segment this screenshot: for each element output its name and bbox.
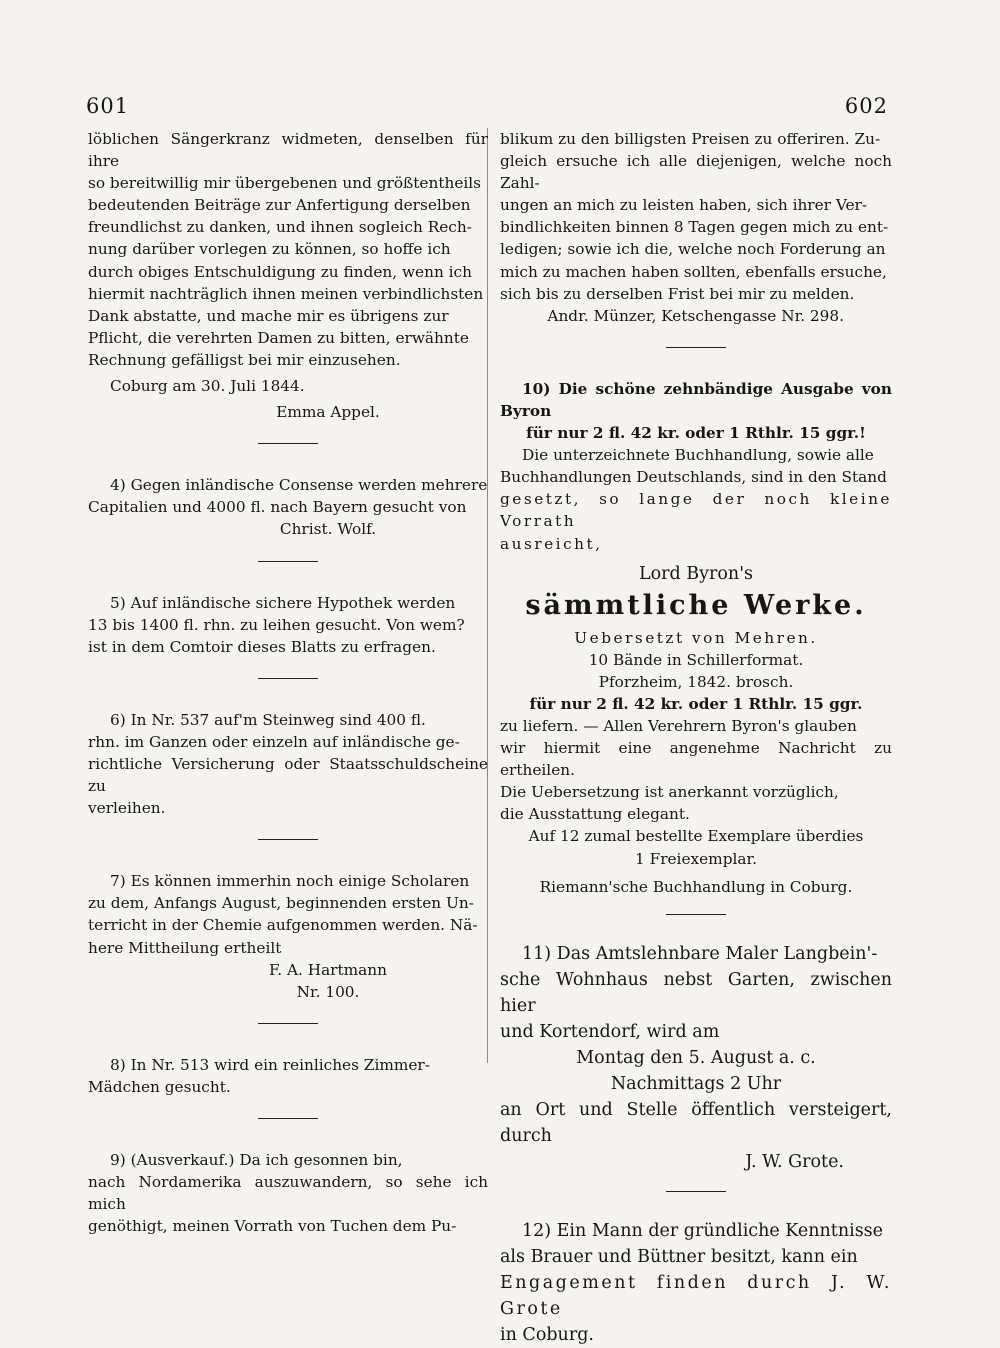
text-line: bedeutenden Beiträge zur Anfertigung derselben xyxy=(88,196,471,215)
book-price: für nur 2 fl. 42 kr. oder 1 Rthlr. 15 ggr. xyxy=(529,694,863,713)
text-line: mich zu machen haben sollten, ebenfalls ersuche, xyxy=(500,262,887,281)
text-line: 13 bis 1400 fl. rhn. zu leihen gesucht. Von wem? xyxy=(88,615,465,634)
text-line: 12) Ein Mann der gründliche Kenntnisse xyxy=(522,1220,884,1241)
ad-signature: Riemann'sche Buchhandlung in Coburg. xyxy=(539,877,853,896)
text-line: durch obiges Entschuldigung zu finden, wenn ich xyxy=(88,262,472,281)
text-line: Mädchen gesucht. xyxy=(88,1077,231,1096)
book-volumes: 10 Bände in Schillerformat. xyxy=(588,650,804,669)
book-place: Pforzheim, 1842. brosch. xyxy=(598,672,794,691)
separator-dash xyxy=(258,561,318,562)
separator-dash xyxy=(666,347,726,348)
notice-date: Coburg am 30. Juli 1844. xyxy=(110,377,305,396)
text-line: als Brauer und Büttner besitzt, kann ein xyxy=(500,1246,858,1267)
text-line: an Ort und Stelle öffentlich versteigert, durch xyxy=(500,1099,892,1146)
book-title: sämmtliche Werke. xyxy=(525,589,867,621)
notice-intro xyxy=(88,128,488,423)
text-line: terricht in der Chemie aufgenommen werden. Nä- xyxy=(88,916,478,935)
text-line: wir hiermit eine angenehme Nachricht zu ertheilen. xyxy=(500,739,892,780)
auction-time: Nachmittags 2 Uhr xyxy=(610,1073,782,1094)
ad-signature-address: Nr. 100. xyxy=(296,982,360,1001)
text-line: richtliche Versicherung oder Staatsschuldscheine zu xyxy=(88,754,488,796)
separator-dash xyxy=(666,914,726,915)
text-line: nung darüber vorlegen zu können, so hoffe ich xyxy=(88,240,451,259)
ad-6 xyxy=(88,709,488,819)
text-line: gleich ersuche ich alle diejenigen, welche noch Zahl- xyxy=(500,152,892,193)
page-number-left: 601 xyxy=(86,94,130,118)
text-line: Buchhandlungen Deutschlands, sind in den Stand xyxy=(500,468,887,487)
ad-7 xyxy=(88,870,488,1003)
book-author: Lord Byron's xyxy=(639,563,753,584)
offer-line: Auf 12 zumal bestellte Exemplare überdies xyxy=(528,827,864,846)
text-line: ausreicht, xyxy=(500,534,603,553)
text-line: so bereitwillig mir übergebenen und größtentheils xyxy=(88,174,482,193)
text-line: rhn. im Ganzen oder einzeln auf inländische ge- xyxy=(88,732,460,751)
text-line: die Ausstattung elegant. xyxy=(500,805,690,824)
text-line: zu liefern. — Allen Verehrern Byron's glauben xyxy=(500,716,857,735)
separator-dash xyxy=(258,839,318,840)
separator-dash xyxy=(258,678,318,679)
text-line: sche Wohnhaus nebst Garten, zwischen hier xyxy=(500,969,892,1016)
separator-dash xyxy=(666,1191,726,1192)
ad-4 xyxy=(88,474,488,540)
separator-dash xyxy=(258,1118,318,1119)
ad-signature: Christ. Wolf. xyxy=(279,520,377,539)
text-line: gesetzt, so lange der noch kleine Vorrath xyxy=(500,490,892,531)
text-line: freundlichst zu danken, und ihnen sogleich Rech- xyxy=(88,218,472,237)
text-line: Die Uebersetzung ist anerkannt vorzüglich, xyxy=(500,783,839,802)
ad-headline-price: für nur 2 fl. 42 kr. oder 1 Rthlr. 15 ggr.! xyxy=(526,424,866,443)
ad-headline: 10) Die schöne zehnbändige Ausgabe von Byron xyxy=(500,379,892,420)
auction-date: Montag den 5. August a. c. xyxy=(576,1047,816,1068)
text-line: sich bis zu derselben Frist bei mir zu melden. xyxy=(500,284,855,303)
text-line: ungen an mich zu leisten haben, sich ihrer Ver- xyxy=(500,196,868,215)
ad-10 xyxy=(500,378,892,898)
text-line: bindlichkeiten binnen 8 Tagen gegen mich zu ent- xyxy=(500,218,889,237)
ad-9-continued xyxy=(500,128,892,327)
text-line: 6) In Nr. 537 auf'm Steinweg sind 400 fl. xyxy=(110,710,426,729)
text-line: blikum zu den billigsten Preisen zu offeriren. Zu- xyxy=(500,130,881,148)
book-translation: Uebersetzt von Mehren. xyxy=(574,628,818,647)
text-line: 11) Das Amtslehnbare Maler Langbein'- xyxy=(522,943,878,964)
notice-signature: Emma Appel. xyxy=(276,403,380,422)
text-line: ledigen; sowie ich die, welche noch Forderung an xyxy=(500,240,886,259)
ad-signature: J. W. Grote. xyxy=(745,1151,844,1172)
text-line: verleihen. xyxy=(88,799,166,818)
text-line: nach Nordamerika auszuwandern, so sehe ich mich xyxy=(88,1173,488,1214)
text-line: löblichen Sängerkranz widmeten, denselben für ihre xyxy=(88,130,488,171)
ad-signature: Andr. Münzer, Ketschengasse Nr. 298. xyxy=(547,306,844,325)
text-line: Pflicht, die verehrten Damen zu bitten, erwähnte xyxy=(88,328,469,347)
text-line: 5) Auf inländische sichere Hypothek werden xyxy=(110,593,456,612)
right-column xyxy=(500,128,892,1348)
ad-8 xyxy=(88,1054,488,1098)
text-line: 4) Gegen inländische Consense werden mehrere xyxy=(110,476,488,495)
ad-11 xyxy=(500,941,892,1175)
separator-dash xyxy=(258,1023,318,1024)
text-line: 8) In Nr. 513 wird ein reinliches Zimmer- xyxy=(110,1055,430,1074)
text-line: zu dem, Anfangs August, beginnenden ersten Un- xyxy=(88,894,474,913)
text-line: 7) Es können immerhin noch einige Scholaren xyxy=(110,872,470,891)
text-line: Capitalien und 4000 fl. nach Bayern gesucht von xyxy=(88,498,467,517)
offer-line: 1 Freiexemplar. xyxy=(634,849,757,868)
text-line: hiermit nachträglich ihnen meinen verbindlichsten xyxy=(88,284,484,303)
text-line: Engagement finden durch J. W. Grote xyxy=(500,1272,892,1319)
ad-signature: F. A. Hartmann xyxy=(269,960,387,979)
text-line: Rechnung gefälligst bei mir einzusehen. xyxy=(88,350,401,369)
text-line: Die unterzeichnete Buchhandlung, sowie alle xyxy=(522,446,874,465)
ad-12 xyxy=(500,1218,892,1348)
text-line: ist in dem Comtoir dieses Blatts zu erfragen. xyxy=(88,637,436,656)
ad-5 xyxy=(88,592,488,658)
left-column xyxy=(88,128,488,1237)
text-line: 9) (Ausverkauf.) Da ich gesonnen bin, xyxy=(110,1151,403,1169)
separator-dash xyxy=(258,443,318,444)
text-line: in Coburg. xyxy=(500,1324,594,1345)
text-line: genöthigt, meinen Vorrath von Tuchen dem Pu- xyxy=(88,1217,457,1236)
text-line: und Kortendorf, wird am xyxy=(500,1021,720,1042)
ad-9 xyxy=(88,1149,488,1237)
page-number-right: 602 xyxy=(844,94,888,118)
text-line: Dank abstatte, und mache mir es übrigens zur xyxy=(88,306,449,325)
text-line: here Mittheilung ertheilt xyxy=(88,938,282,957)
